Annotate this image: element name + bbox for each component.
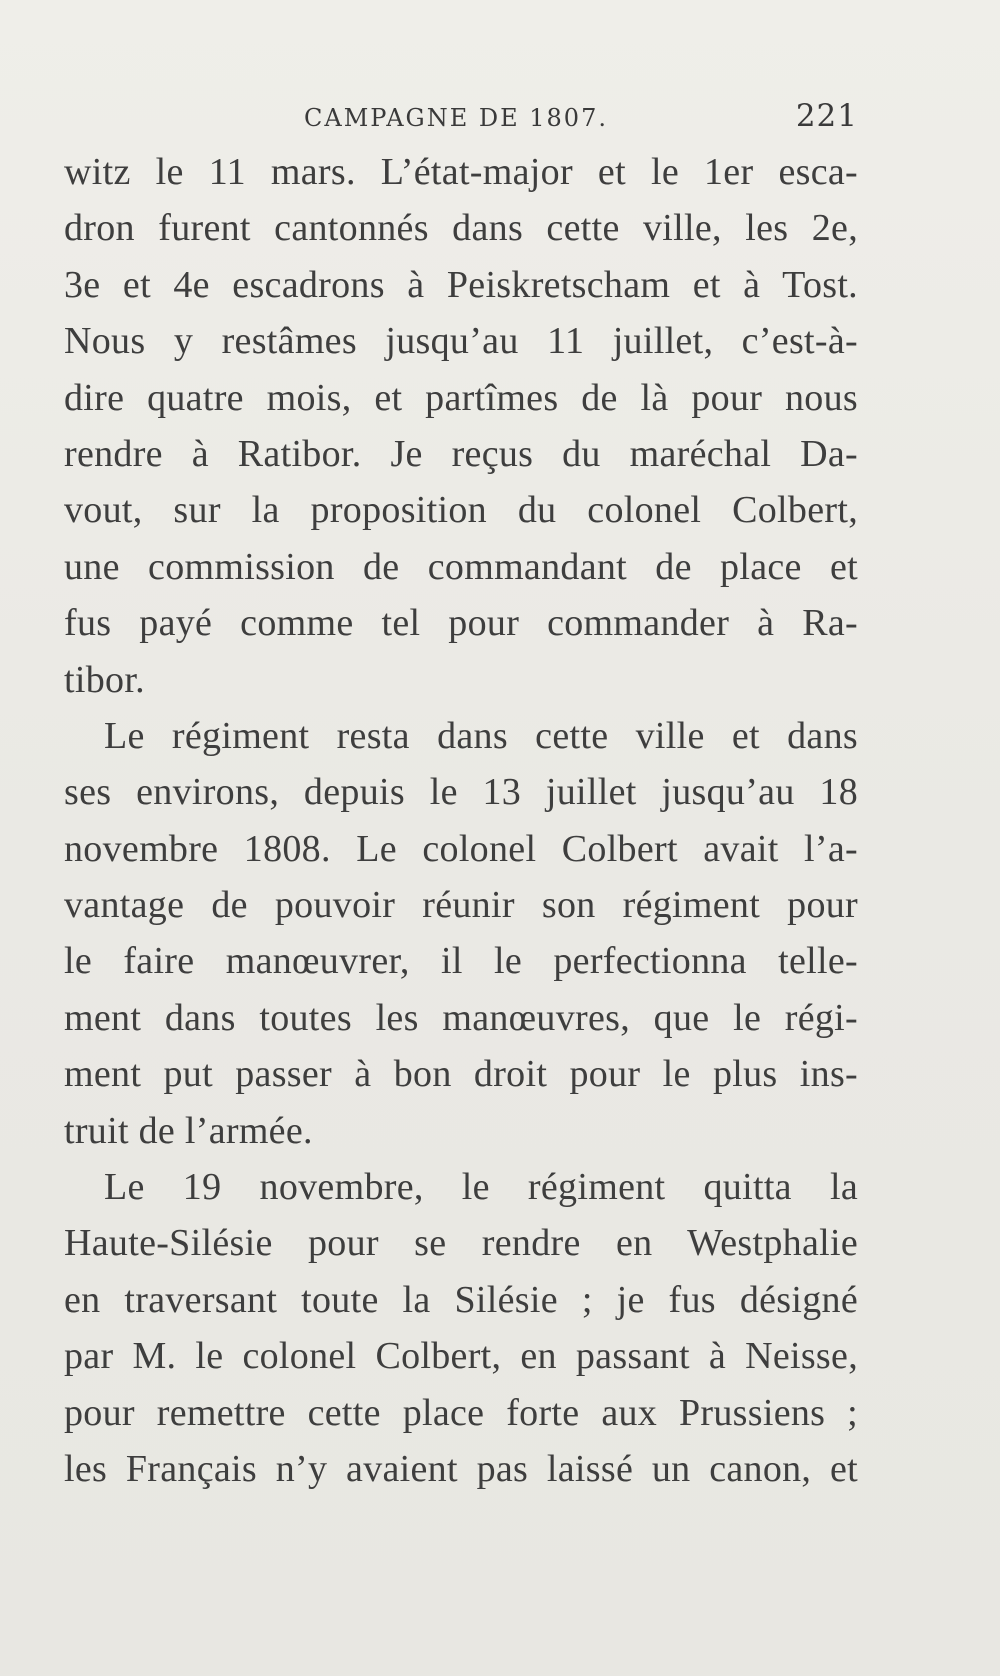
text-line: ment put passer à bon droit pour le plus ins- <box>64 1053 858 1096</box>
text-line: novembre 1808. Le colonel Colbert avait l’a- <box>64 827 858 870</box>
text-line: le faire manœuvrer, il le perfectionna telle- <box>64 940 858 983</box>
body-text <box>64 144 858 1497</box>
text-line: rendre à Ratibor. Je reçus du maréchal Da- <box>64 432 858 475</box>
text-line: par M. le colonel Colbert, en passant à Neisse, <box>64 1335 858 1378</box>
paragraph-start-line: Le 19 novembre, le régiment quitta la <box>104 1166 858 1209</box>
text-line: une commission de commandant de place et <box>64 545 858 588</box>
text-line: vantage de pouvoir réunir son régiment pour <box>64 884 858 927</box>
text-line: ses environs, depuis le 13 juillet jusqu’au 18 <box>64 771 858 814</box>
text-line: Nous y restâmes jusqu’au 11 juillet, c’est-à- <box>64 320 858 363</box>
page-number: 221 <box>795 98 858 134</box>
text-line: ment dans toutes les manœuvres, que le régi- <box>64 996 858 1039</box>
text-line: vout, sur la proposition du colonel Colbert, <box>64 489 858 532</box>
running-head <box>64 96 858 136</box>
text-line: dire quatre mois, et partîmes de là pour nous <box>64 376 858 419</box>
running-title: CAMPAGNE DE 1807. <box>304 104 608 132</box>
text-line: pour remettre cette place forte aux Prussiens ; <box>64 1391 858 1434</box>
text-line: truit de l’armée. <box>64 1109 313 1152</box>
text-line: 3e et 4e escadrons à Peiskretscham et à Tost. <box>64 263 858 306</box>
text-line: les Français n’y avaient pas laissé un canon, et <box>64 1447 858 1490</box>
text-line: en traversant toute la Silésie ; je fus désigné <box>64 1278 858 1321</box>
text-line: dron furent cantonnés dans cette ville, les 2e, <box>64 207 858 250</box>
text-line: witz le 11 mars. L’état-major et le 1er esca- <box>64 151 858 193</box>
text-line: Haute-Silésie pour se rendre en Westphalie <box>64 1222 858 1265</box>
paragraph-start-line: Le régiment resta dans cette ville et dans <box>104 714 858 757</box>
text-line: fus payé comme tel pour commander à Ra- <box>64 602 858 645</box>
text-line: tibor. <box>64 658 145 701</box>
